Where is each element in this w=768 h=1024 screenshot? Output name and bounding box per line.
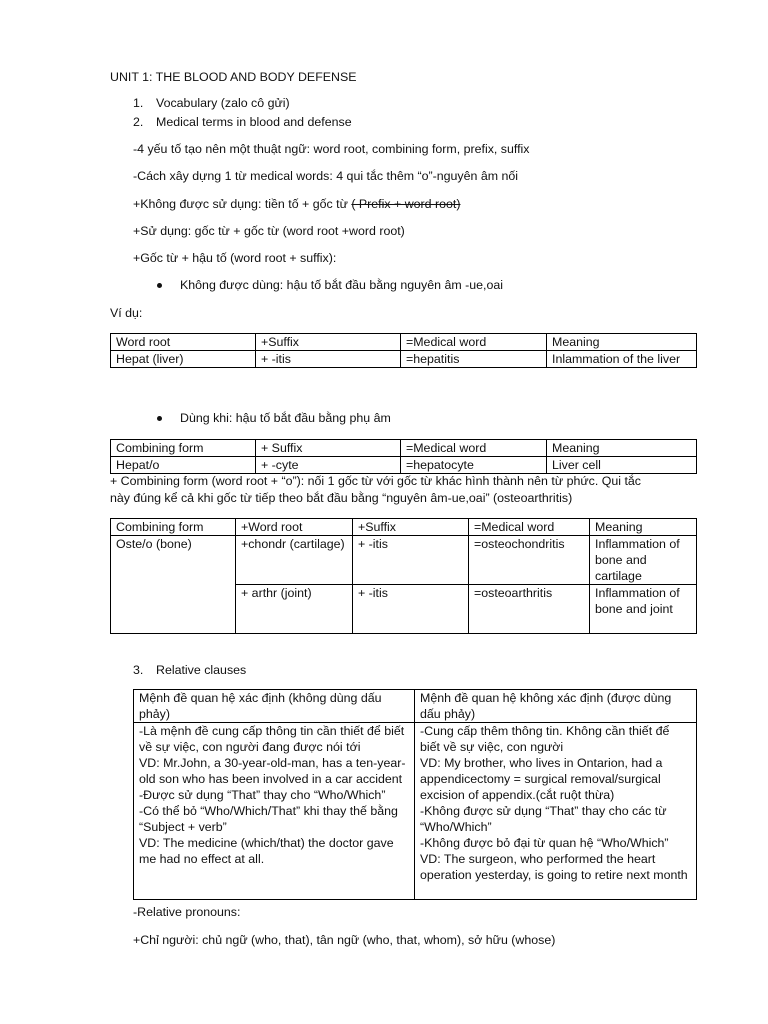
table-cell: =osteochondritis (469, 536, 590, 585)
table-combining-form-word-root (110, 518, 697, 634)
paragraph-relative-pronouns: -Relative pronouns: (133, 905, 241, 919)
table-header-cell: Meaning (547, 440, 697, 457)
paragraph-not-used-prefix (133, 196, 460, 212)
table-row (111, 457, 697, 474)
table-cell: Hepat (liver) (111, 351, 256, 368)
table-header-cell: + Suffix (256, 440, 401, 457)
table-cell-line: -Có thể bỏ “Who/Which/That” khi thay thế bằng “Subject + verb” (139, 804, 398, 834)
table-header-cell: =Medical word (401, 334, 547, 351)
table-header-row (111, 519, 697, 536)
table-cell-line: VD: The medicine (which/that) the doctor gave me had no effect at all. (139, 836, 394, 866)
table-cell: Liver cell (547, 457, 697, 474)
paragraph-build-rule: -Cách xây dựng 1 từ medical words: 4 qui tắc thêm “o”-nguyên âm nối (133, 169, 519, 183)
table-cell: Inflammation of bone and cartilage (590, 536, 697, 585)
table-cell-line: -Cung cấp thêm thông tin. Không cần thiết để biết về sự việc, con người (420, 724, 670, 754)
table-relative-clauses (133, 689, 697, 900)
table-header-row (111, 334, 697, 351)
table-header-cell: Combining form (111, 519, 236, 536)
table-row (134, 723, 697, 900)
bullet-not-used: Không được dùng: hậu tố bắt đầu bằng nguyên âm -ue,oai (180, 278, 503, 292)
table-row (111, 536, 697, 585)
table-header-cell: +Word root (236, 519, 353, 536)
table-cell: + -itis (353, 536, 469, 585)
strikethrough-text: ( Prefix + word root) (351, 197, 461, 211)
list-item-number: 2. (133, 115, 144, 129)
paragraph-four-elements: -4 yếu tố tạo nên một thuật ngữ: word root, combining form, prefix, suffix (133, 142, 530, 156)
paragraph-used-root-root: +Sử dụng: gốc từ + gốc từ (word root +word root) (133, 224, 405, 238)
table-header-cell: +Suffix (256, 334, 401, 351)
list-item-vocabulary: Vocabulary (zalo cô gửi) (156, 96, 290, 110)
table-header-cell: Mệnh đề quan hệ không xác định (được dùng dấu phảy) (415, 690, 697, 723)
table-header-row (111, 440, 697, 457)
table-cell: Inflammation of bone and joint (590, 585, 697, 634)
unit-title: UNIT 1: THE BLOOD AND BODY DEFENSE (110, 70, 357, 84)
table-row (111, 351, 697, 368)
table-combining-form-suffix (110, 439, 697, 474)
table-cell-defining (134, 723, 415, 900)
table-header-cell: =Medical word (401, 440, 547, 457)
table-cell: =hepatitis (401, 351, 547, 368)
table-header-cell: =Medical word (469, 519, 590, 536)
table-cell-line: VD: The surgeon, who performed the heart operation yesterday, is going to retire next month (420, 852, 688, 882)
table-cell: Inlammation of the liver (547, 351, 697, 368)
table-cell-line: -Được sử dụng “That” thay cho “Who/Which” (139, 788, 386, 802)
table-cell: =osteoarthritis (469, 585, 590, 634)
table-header-cell: Combining form (111, 440, 256, 457)
table-header-cell: Mệnh đề quan hệ xác định (không dùng dấu phảy) (134, 690, 415, 723)
list-item-number: 1. (133, 96, 144, 110)
bullet-used-when: Dùng khi: hậu tố bắt đầu bằng phụ âm (180, 411, 391, 425)
example-label: Ví dụ: (110, 306, 143, 320)
bullet-dot (157, 283, 162, 288)
table-cell-line: -Không được bỏ đại từ quan hệ “Who/Which” (420, 836, 669, 850)
table-cell-non-defining (415, 723, 697, 900)
table-header-cell: +Suffix (353, 519, 469, 536)
table-header-cell: Word root (111, 334, 256, 351)
paragraph-root-suffix: +Gốc từ + hậu tố (word root + suffix): (133, 251, 337, 265)
table-cell: Oste/o (bone) (111, 536, 236, 634)
table-cell-line: VD: My brother, who lives in Ontarion, had a appendicectomy = surgical removal/surgical excision of appendix.(cắt ruột thừa) (420, 756, 663, 802)
table-header-row (134, 690, 697, 723)
table-header-cell: Meaning (590, 519, 697, 536)
paragraph-person-pronouns: +Chỉ người: chủ ngữ (who, that), tân ngữ (who, that, whom), sở hữu (whose) (133, 933, 556, 947)
list-item-medical-terms: Medical terms in blood and defense (156, 115, 352, 129)
list-item-relative-clauses: Relative clauses (156, 663, 247, 677)
combining-form-note-line2: này đúng kể cả khi gốc từ tiếp theo bắt đầu bằng “nguyên âm-ue,oai” (osteoarthritis) (110, 491, 573, 505)
bullet-dot (157, 416, 162, 421)
not-used-prefix-text: +Không được sử dụng: tiền tố + gốc từ (133, 197, 348, 211)
table-cell-line: -Là mệnh đề cung cấp thông tin cần thiết để biết về sự việc, con người đang được nói tới (139, 724, 405, 754)
table-word-root-suffix (110, 333, 697, 368)
table-cell: =hepatocyte (401, 457, 547, 474)
table-header-cell: Meaning (547, 334, 697, 351)
table-cell: +chondr (cartilage) (236, 536, 353, 585)
table-cell-line: VD: Mr.John, a 30-year-old-man, has a ten-year-old son who has been involved in a car accident (139, 756, 406, 786)
table-cell: + arthr (joint) (236, 585, 353, 634)
table-cell: Hepat/o (111, 457, 256, 474)
list-item-number: 3. (133, 663, 144, 677)
table-cell: + -itis (353, 585, 469, 634)
combining-form-note-line1: + Combining form (word root + “o”): nối 1 gốc từ với gốc từ khác hình thành nên từ phức. Qui tắc (110, 474, 641, 488)
table-cell-line: -Không được sử dụng “That” thay cho các từ “Who/Which” (420, 804, 667, 834)
table-cell: + -cyte (256, 457, 401, 474)
table-cell: + -itis (256, 351, 401, 368)
